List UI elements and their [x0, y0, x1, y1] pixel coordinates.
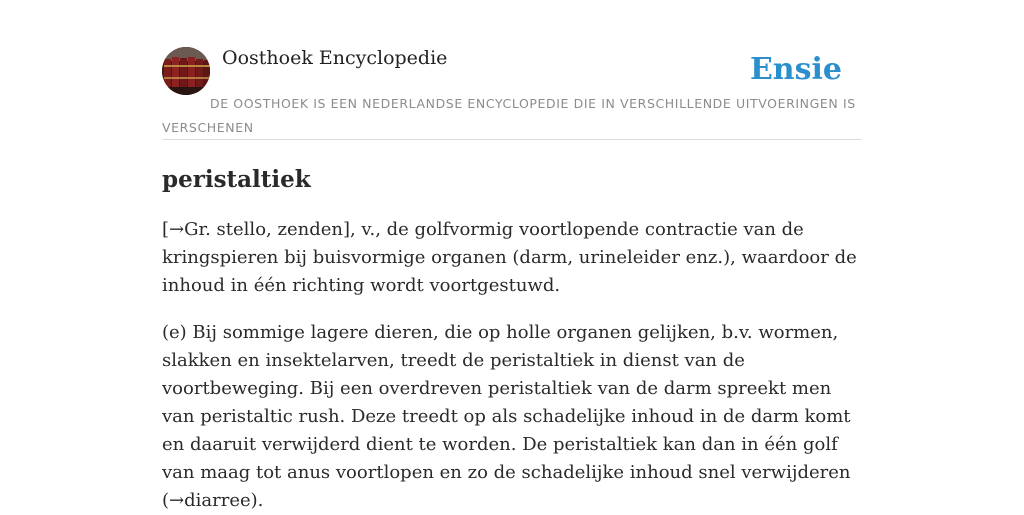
page	[162, 44, 862, 511]
brand-logo[interactable]: Ensie	[749, 52, 842, 87]
article-title: peristaltiek	[162, 166, 311, 193]
site-name[interactable]: Oosthoek Encyclopedie	[222, 47, 448, 69]
article-paragraph-definition: [→Gr. stello, zenden], v., de golfvormig voortlopende contractie van de kringspieren bij buisvormige organen (darm, urineleider enz.), waardoor de inhoud in één richting wordt voortgestuwd.	[162, 219, 857, 296]
site-header	[162, 44, 862, 140]
encyclopedia-books-icon[interactable]	[162, 47, 210, 95]
article-paragraph-detail: (e) Bij sommige lagere dieren, die op holle organen gelijken, b.v. wormen, slakken en insektelarven, treedt de peristaltiek in dienst van de voortbeweging. Bij een overdreven peristaltiek van de darm spreekt men van peristaltic rush. Deze treedt op als schadelijke inhoud in de darm komt en daaruit verwijderd dient te worden. De peristaltiek kan dan in één golf van maag tot anus voortlopen en zo de schadelijke inhoud snel verwijderen (→diarree).	[162, 322, 851, 511]
site-tagline: DE OOSTHOEK IS EEN NEDERLANDSE ENCYCLOPEDIE DIE IN VERSCHILLENDE UITVOERINGEN IS VERSCHENEN	[162, 96, 856, 135]
